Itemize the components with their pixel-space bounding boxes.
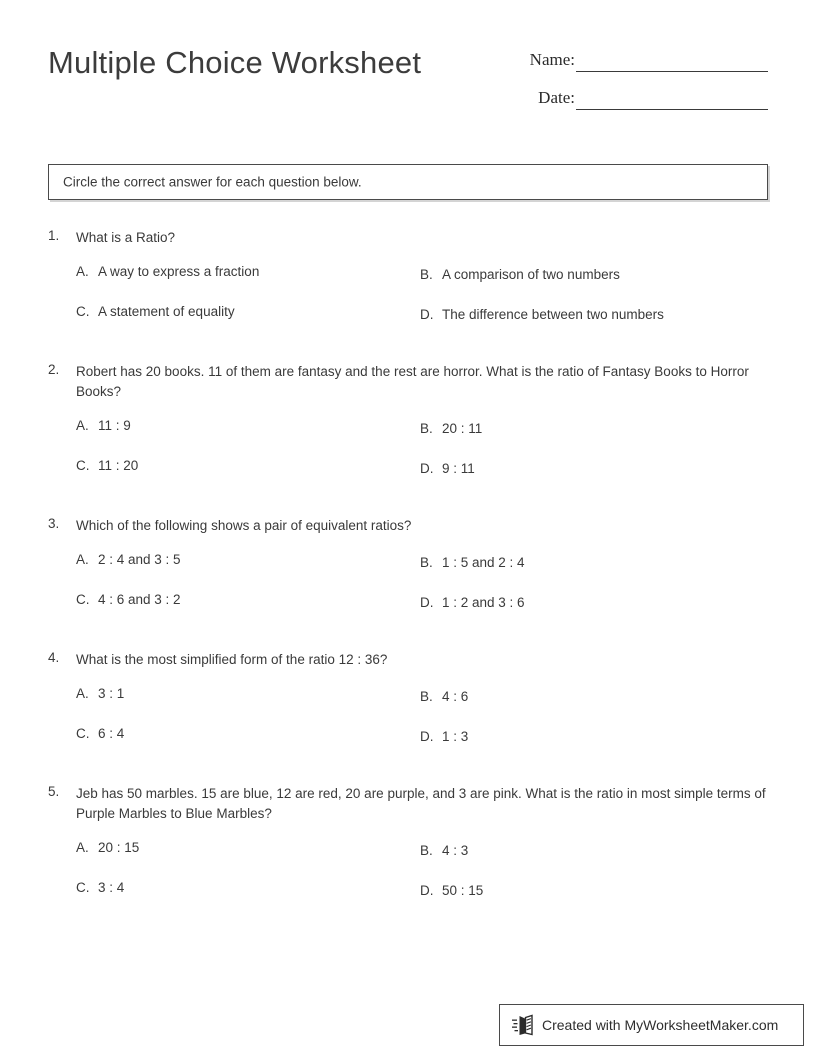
answer-option-text: 2 : 4 and 3 : 5 [98,552,181,567]
answer-option[interactable] [76,304,235,319]
answer-option-letter: D. [420,883,434,898]
date-input-line[interactable] [576,109,768,110]
answer-option[interactable] [420,307,664,322]
answer-option-row [0,552,816,592]
footer-attribution-text: Created with MyWorksheetMaker.com [542,1017,779,1033]
footer-attribution-badge[interactable] [499,1004,804,1046]
answer-option-letter: B. [420,267,433,282]
answer-option-row [0,304,816,344]
question-header [0,362,816,402]
answer-option-letter: C. [76,458,90,473]
answer-option-letter: A. [76,264,89,279]
answer-option[interactable] [420,883,483,898]
answer-options [0,418,816,498]
question-text: What is the most simplified form of the ratio 12 : 36? [76,652,388,667]
answer-option-text: 20 : 15 [98,840,140,855]
answer-option-text: 4 : 6 and 3 : 2 [98,592,181,607]
answer-option[interactable] [420,421,482,436]
questions-list [0,228,816,938]
question-number: 3. [48,516,60,531]
answer-option[interactable] [76,264,259,279]
answer-option-text: 6 : 4 [98,726,125,741]
answer-option-text: 1 : 2 and 3 : 6 [442,595,525,610]
question-text: Robert has 20 books. 11 of them are fantasy and the rest are horror. What is the ratio of Fantasy Books to Horror Books? [76,364,749,399]
answer-option-text: The difference between two numbers [442,307,664,322]
answer-option[interactable] [76,726,124,741]
answer-option-letter: A. [76,686,89,701]
answer-option[interactable] [76,880,124,895]
answer-option-letter: D. [420,595,434,610]
answer-option-text: 20 : 11 [442,421,483,436]
answer-options [0,686,816,766]
worksheet-maker-logo-icon [512,1013,534,1037]
answer-option[interactable] [420,461,475,476]
answer-option-text: 3 : 1 [98,686,125,701]
answer-option[interactable] [76,418,131,433]
answer-option[interactable] [76,686,124,701]
answer-options [0,840,816,920]
answer-option-text: 50 : 15 [442,883,484,898]
question-text: Jeb has 50 marbles. 15 are blue, 12 are red, 20 are purple, and 3 are pink. What is the ratio in most simple terms of Purple Marbles to Blue Marbles? [76,786,766,821]
date-field-row [500,86,775,124]
question-block [0,228,816,344]
answer-option-letter: D. [420,729,434,744]
answer-option-letter: A. [76,552,89,567]
answer-option-letter: D. [420,307,434,322]
answer-option-text: 4 : 6 [442,689,469,704]
answer-option-letter: C. [76,880,90,895]
question-header [0,650,816,670]
answer-option-row [0,458,816,498]
answer-option-letter: C. [76,592,90,607]
answer-option-row [0,592,816,632]
question-number: 1. [48,228,60,243]
answer-option-row [0,880,816,920]
answer-option-letter: B. [420,555,433,570]
question-header [0,516,816,536]
answer-option-text: 1 : 3 [442,729,469,744]
instruction-text: Circle the correct answer for each question below. [63,174,362,190]
question-text: Which of the following shows a pair of equivalent ratios? [76,518,412,533]
answer-option-letter: D. [420,461,434,476]
answer-option-text: 3 : 4 [98,880,125,895]
page-title: Multiple Choice Worksheet [48,45,422,80]
answer-option[interactable] [420,555,525,570]
answer-option[interactable] [76,552,181,567]
answer-option-letter: A. [76,840,89,855]
answer-option[interactable] [420,595,525,610]
worksheet-header [0,0,816,130]
answer-option[interactable] [76,592,181,607]
answer-option[interactable] [76,458,138,473]
question-header [0,228,816,248]
answer-option[interactable] [76,840,139,855]
answer-option-text: A comparison of two numbers [442,267,620,282]
question-number: 4. [48,650,60,665]
name-input-line[interactable] [576,71,768,72]
question-header [0,784,816,824]
name-field-row [500,48,775,86]
answer-option-row [0,840,816,880]
answer-option-text: 11 : 9 [98,418,131,433]
answer-option-letter: C. [76,726,90,741]
answer-option[interactable] [420,843,468,858]
answer-option-row [0,264,816,304]
answer-option-text: 1 : 5 and 2 : 4 [442,555,525,570]
answer-option[interactable] [420,689,468,704]
question-block [0,516,816,632]
instruction-box [48,164,768,200]
answer-option-row [0,686,816,726]
question-block [0,650,816,766]
answer-option-letter: C. [76,304,90,319]
answer-option-letter: B. [420,689,433,704]
answer-option-row [0,726,816,766]
question-block [0,784,816,920]
answer-option-text: 9 : 11 [442,461,475,476]
answer-option[interactable] [420,729,468,744]
name-field-label: Name: [529,50,575,69]
answer-option-text: 11 : 20 [98,458,139,473]
answer-options [0,552,816,632]
answer-option-text: A statement of equality [98,304,235,319]
question-number: 5. [48,784,60,799]
date-field-label: Date: [538,88,575,107]
answer-options [0,264,816,344]
name-date-fields [500,48,775,124]
answer-option-letter: A. [76,418,89,433]
question-block [0,362,816,498]
answer-option-row [0,418,816,458]
answer-option-letter: B. [420,421,433,436]
answer-option-letter: B. [420,843,433,858]
answer-option-text: A way to express a fraction [98,264,260,279]
question-text: What is a Ratio? [76,230,176,245]
question-number: 2. [48,362,60,377]
answer-option[interactable] [420,267,620,282]
answer-option-text: 4 : 3 [442,843,469,858]
